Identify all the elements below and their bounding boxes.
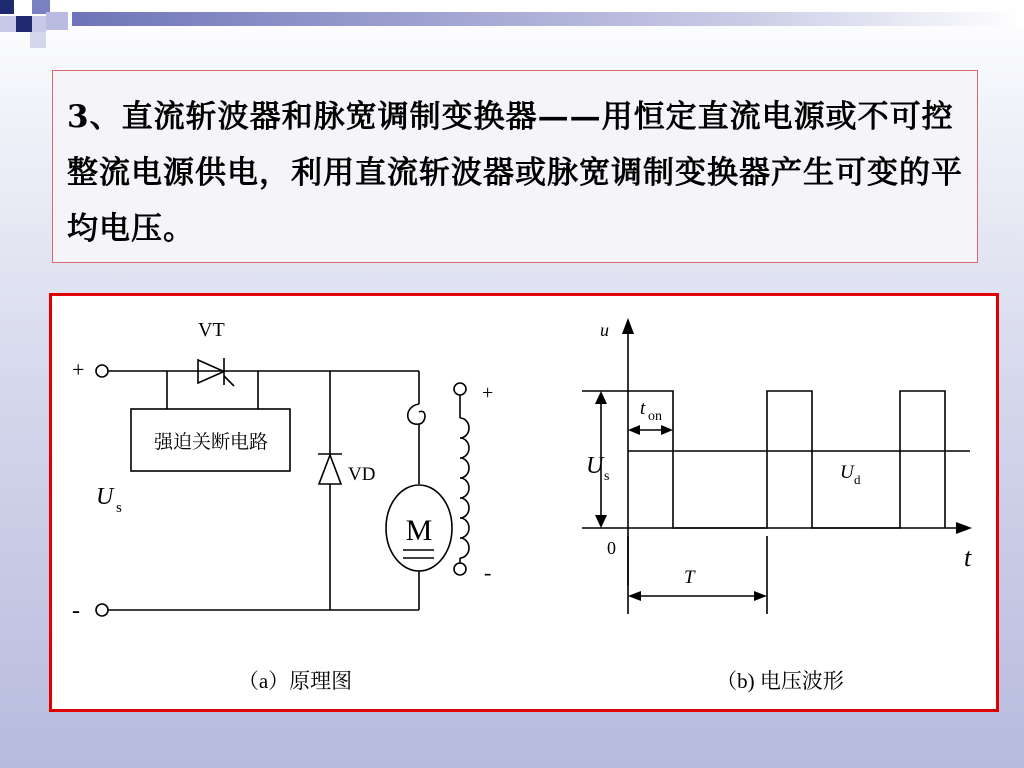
pulse-waveform xyxy=(628,391,945,528)
source-voltage-label: U xyxy=(96,484,114,510)
field-plus-terminal xyxy=(454,383,466,395)
corner-decoration xyxy=(0,0,1024,70)
motor-label: M xyxy=(405,514,433,547)
minus-terminal-circle xyxy=(96,604,108,616)
x-axis-label: t xyxy=(964,543,972,572)
period-label: T xyxy=(684,567,695,588)
inductor-loop xyxy=(408,404,425,424)
forced-turnoff-label: 强迫关断电路 xyxy=(153,432,269,453)
y-axis-label: u xyxy=(600,320,609,340)
diode-label: VD xyxy=(348,464,376,485)
origin-label: 0 xyxy=(607,538,616,558)
ton-subscript: on xyxy=(648,409,662,424)
heading-textbox xyxy=(52,70,978,263)
figure-canvas xyxy=(52,296,996,709)
thyristor-label: VT xyxy=(198,319,225,341)
minus-terminal-label: - xyxy=(72,598,80,624)
us-subscript: s xyxy=(604,469,610,484)
field-winding xyxy=(460,418,469,558)
source-voltage-subscript: s xyxy=(116,500,122,516)
plus-terminal-label: + xyxy=(72,357,85,382)
waveform-caption: （b) 电压波形 xyxy=(716,669,844,693)
field-minus-label: - xyxy=(484,560,492,585)
figure-frame xyxy=(49,293,999,712)
circuit-caption: （a）原理图 xyxy=(237,669,353,693)
ton-label: t xyxy=(640,398,646,419)
diode-symbol xyxy=(319,455,341,484)
field-plus-label: + xyxy=(482,382,494,404)
us-label: U xyxy=(586,453,604,479)
heading-text: 3、直流斩波器和脉宽调制变换器——用恒定直流电源或不可控整流电源供电，利用直流斩波器或脉宽调制变换器产生可变的平均电压。 xyxy=(67,99,963,247)
plus-terminal-circle xyxy=(96,365,108,377)
ud-label: U xyxy=(840,462,854,483)
ud-subscript: d xyxy=(854,472,861,487)
field-minus-terminal xyxy=(454,563,466,575)
